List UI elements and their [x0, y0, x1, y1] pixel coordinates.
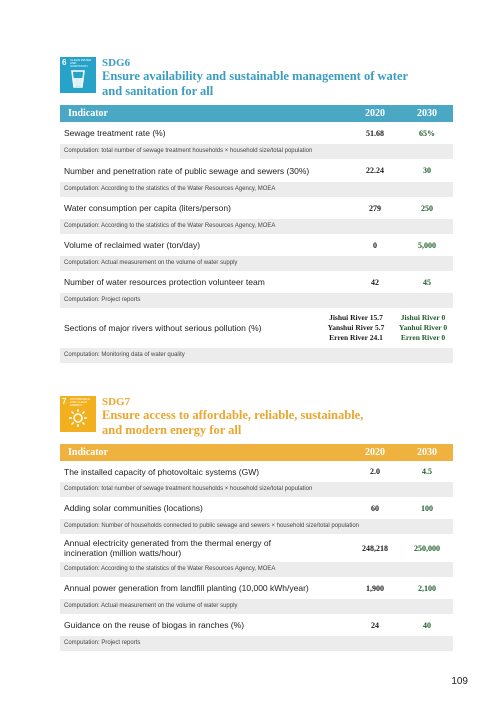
value-2020: 0 — [373, 240, 377, 250]
water-glass-icon — [68, 69, 88, 89]
value-2020: 2.0 — [370, 467, 380, 476]
sdg7-badge-number: 7 — [62, 397, 67, 406]
sdg6-title-line1: Ensure availability and sustainable management of water — [102, 69, 409, 83]
indicator-label: Sections of major rivers without serious pollution (%) — [64, 323, 262, 333]
sdg7-col-indicator: Indicator — [68, 447, 108, 458]
indicator-label: Sewage treatment rate (%) — [64, 128, 166, 138]
river-target: Erren River 0 — [400, 333, 446, 342]
value-2030-multiline — [393, 313, 453, 343]
sdg7-title — [102, 408, 454, 438]
river-target: Jishui River 0 — [400, 313, 446, 322]
indicator-label — [60, 538, 349, 558]
value-2030: 30 — [423, 166, 431, 175]
sdg6-header — [60, 57, 453, 105]
sdg7-col-2020: 2020 — [365, 447, 385, 458]
table-row — [60, 159, 453, 182]
river-value: Yanshui River 5.7 — [327, 323, 385, 332]
value-2030: 45 — [423, 277, 431, 287]
value-2020: 1,900 — [366, 583, 384, 593]
table-row — [60, 461, 453, 482]
sun-power-icon — [68, 408, 88, 428]
sdg6-badge-number: 6 — [62, 58, 67, 67]
indicator-label: Number and penetration rate of public sewage and sewers (30%) — [64, 165, 310, 176]
river-value: Erren River 24.1 — [329, 333, 383, 342]
sdg6-table-header — [60, 105, 453, 122]
sdg6-col-2020: 2020 — [365, 108, 385, 119]
sdg7-title-line1: Ensure access to affordable, reliable, sustainable, — [102, 408, 364, 422]
value-2030: 40 — [423, 620, 431, 630]
sdg7-badge — [60, 396, 96, 432]
river-value: Jishui River 15.7 — [329, 313, 383, 322]
sdg7-header — [60, 396, 453, 444]
value-2030: 100 — [421, 503, 433, 513]
indicator-label-line1: Annual electricity generated from the thermal energy of — [64, 538, 271, 548]
value-2030: 2,100 — [418, 583, 436, 593]
value-2020: 60 — [371, 503, 379, 513]
computation-note: Computation: Actual measurement on the volume of water supply — [60, 256, 453, 271]
indicator-label: Guidance on the reuse of biogas in ranches (%) — [64, 620, 245, 630]
computation-note: Computation: Project reports — [60, 636, 453, 651]
value-2020: 279 — [369, 203, 381, 213]
indicator-label: Water consumption per capita (liters/person) — [64, 203, 231, 213]
table-row — [60, 197, 453, 219]
table-row — [60, 308, 453, 348]
value-2020: 24 — [371, 620, 379, 630]
table-row — [60, 497, 453, 519]
sdg7-section — [60, 396, 453, 651]
value-2030: 250 — [421, 203, 433, 213]
computation-note: Computation: Monitoring data of water quality — [60, 348, 453, 363]
value-2020: 51.68 — [366, 128, 384, 138]
sdg7-title-line2: and modern energy for all — [102, 423, 242, 437]
indicator-label: Annual power generation from landfill planting (10,000 kWh/year) — [64, 583, 309, 593]
value-2020: 248,218 — [362, 543, 388, 553]
table-row — [60, 271, 453, 293]
value-2030: 4.5 — [422, 467, 432, 476]
sdg6-code: SDG6 — [102, 57, 131, 69]
computation-note: Computation: Number of households connected to public sewage and sewers × household size/total population — [60, 519, 453, 534]
computation-note: Computation: According to the statistics of the Water Resources Agency, MOEA — [60, 219, 453, 234]
value-2020: 42 — [371, 277, 379, 287]
sdg7-table-header — [60, 444, 453, 461]
sdg6-section — [60, 57, 453, 363]
indicator-label-line2: incineration (million watts/hour) — [64, 548, 182, 558]
computation-note: Computation: Actual measurement on the volume of water supply — [60, 599, 453, 614]
sdg6-table-body — [60, 122, 453, 363]
computation-note: Computation: Project reports — [60, 293, 453, 308]
value-2030: 5,000 — [418, 240, 436, 250]
sdg7-table-body — [60, 461, 453, 651]
value-2020: 22.24 — [366, 166, 384, 175]
indicator-label: Number of water resources protection volunteer team — [64, 277, 265, 287]
sdg6-badge-text: CLEAN WATER AND SANITATION — [70, 58, 92, 68]
river-target: Yanhui River 0 — [398, 323, 448, 332]
sdg6-badge — [60, 57, 96, 93]
table-row — [60, 614, 453, 636]
computation-note: Computation: total number of sewage treatment households × household size/total population — [60, 144, 453, 159]
page-number: 109 — [451, 676, 468, 687]
sdg7-badge-text: AFFORDABLE AND CLEAN ENERGY — [70, 397, 91, 407]
indicator-label: Volume of reclaimed water (ton/day) — [64, 240, 201, 250]
table-row — [60, 234, 453, 256]
value-2030: 250,000 — [414, 543, 440, 553]
table-row — [60, 122, 453, 144]
sdg7-code: SDG7 — [102, 396, 131, 408]
sdg6-title — [102, 69, 454, 99]
indicator-label: Adding solar communities (locations) — [64, 503, 203, 513]
sdg7-col-2030: 2030 — [417, 447, 437, 458]
computation-note: Computation: According to the statistics of the Water Resources Agency, MOEA — [60, 562, 453, 577]
value-2020-multiline — [319, 313, 393, 343]
value-2030: 65% — [419, 128, 435, 138]
indicator-label: The installed capacity of photovoltaic systems (GW) — [64, 466, 260, 477]
table-row — [60, 534, 453, 562]
sdg6-col-2030: 2030 — [417, 108, 437, 119]
computation-note: Computation: According to the statistics of the Water Resources Agency, MOEA — [60, 182, 453, 197]
table-row — [60, 577, 453, 599]
sdg6-title-line2: and sanitation for all — [102, 84, 214, 98]
computation-note: Computation: total number of sewage treatment households × household size/total population — [60, 482, 453, 497]
sdg6-col-indicator: Indicator — [68, 108, 108, 119]
